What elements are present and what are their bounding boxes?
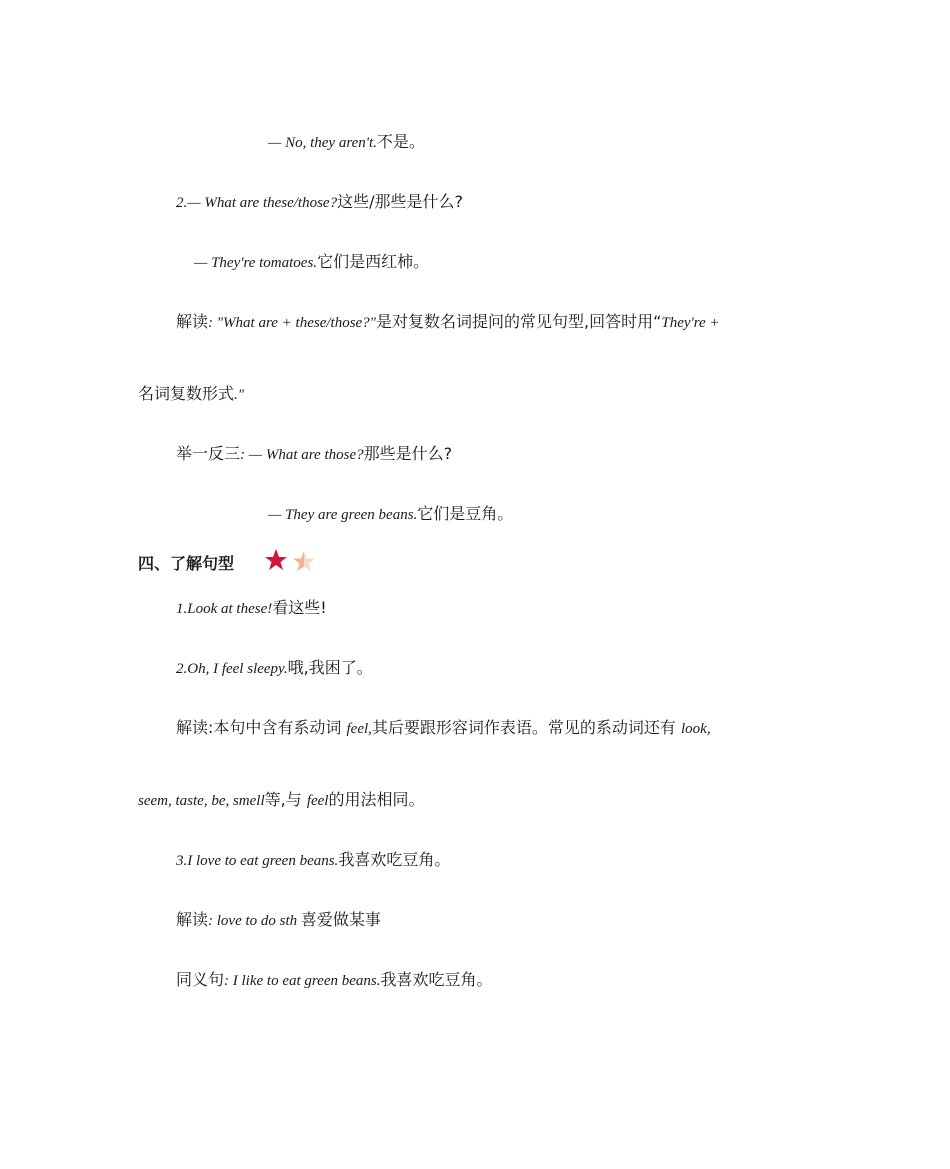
star-half-icon (293, 551, 315, 571)
question-line-what-are: 2.— What are these/those?这些/那些是什么? (176, 192, 463, 211)
sentence-1-line: 1.Look at these!看这些! (176, 598, 327, 617)
explanation-line-2: 名词复数形式." (138, 384, 245, 403)
sentence-2-explanation-1: 解读:本句中含有系动词 feel,其后要跟形容词作表语。常见的系动词还有 look, (176, 718, 711, 737)
sentence-3-explanation: 解读: love to do sth 喜爱做某事 (176, 910, 381, 929)
star-filled-icon (265, 549, 287, 570)
answer-line-no: — No, they aren't.不是。 (268, 132, 425, 151)
section-heading: 四、了解句型 (138, 554, 235, 573)
sentence-2-line: 2.Oh, I feel sleepy.哦,我困了。 (176, 658, 373, 677)
synonym-sentence-line: 同义句: I like to eat green beans.我喜欢吃豆角。 (176, 970, 493, 989)
example-question-line: 举一反三: — What are those?那些是什么? (176, 444, 453, 463)
example-answer-line: — They are green beans.它们是豆角。 (268, 504, 514, 523)
difficulty-rating (264, 548, 320, 574)
sentence-2-explanation-2: seem, taste, be, smell等,与 feel的用法相同。 (138, 790, 425, 809)
star-icon (264, 548, 320, 574)
answer-line-tomatoes: — They're tomatoes.它们是西红柿。 (194, 252, 430, 271)
explanation-line-1: 解读: "What are + these/those?"是对复数名词提问的常见句型,回答时用“They're + (176, 312, 720, 331)
sentence-3-line: 3.I love to eat green beans.我喜欢吃豆角。 (176, 850, 451, 869)
